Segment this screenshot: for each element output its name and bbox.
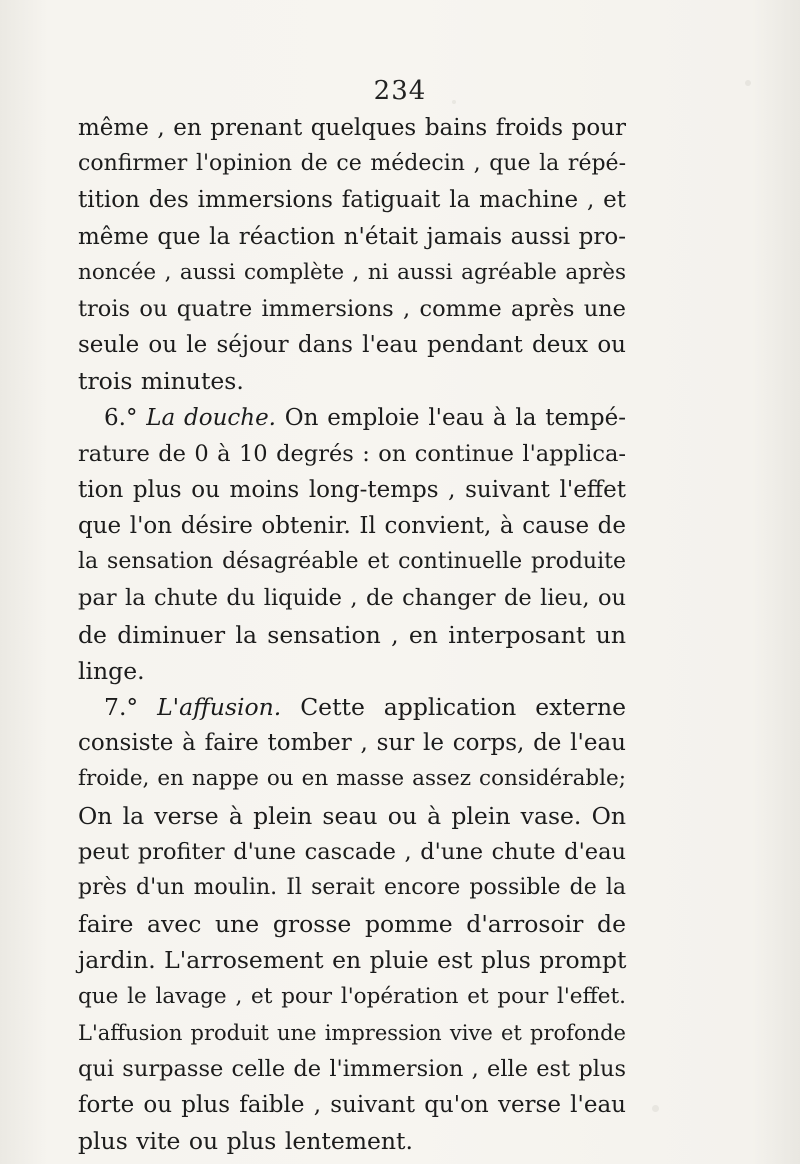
paper-speck: [652, 1105, 659, 1112]
text-line: la sensation désagréable et continuelle produite: [78, 549, 626, 575]
text-line: faire avec une grosse pomme d'arrosoir de: [78, 910, 626, 939]
text-line: de diminuer la sensation , en interposant un: [78, 620, 626, 649]
text-line: même que la réaction n'était jamais aussi pro-: [78, 223, 626, 250]
text-line: jardin. L'arrosement en pluie est plus prompt: [78, 946, 627, 975]
section-title: L'affusion.: [157, 693, 282, 721]
text-line: trois minutes.: [78, 367, 244, 396]
text-line: près d'un moulin. Il serait encore possible de la: [78, 874, 626, 900]
section-number: 7.°: [104, 693, 139, 721]
text-line: consiste à faire tomber , sur le corps, de l'eau: [78, 730, 626, 757]
page-number: 234: [373, 76, 427, 106]
text-line: par la chute du liquide , de changer de lieu, ou: [78, 585, 626, 612]
text-line: linge.: [78, 656, 145, 685]
text-line: rature de 0 à 10 degrés : on continue l'applica-: [78, 440, 626, 467]
text-line: tition des immersions fatiguait la machine , et: [78, 187, 626, 214]
text-line: L'affusion produit une impression vive et profonde: [78, 1020, 626, 1045]
text-line: On la verse à plein seau ou à plein vase. On: [78, 801, 626, 830]
text-line: qui surpasse celle de l'immersion , elle est plus: [78, 1055, 626, 1082]
text-line: noncée , aussi complète , ni aussi agréable après: [78, 259, 626, 285]
text-line: même , en prenant quelques bains froids pour: [78, 115, 626, 141]
text-line: trois ou quatre immersions , comme après une: [78, 295, 626, 322]
section-heading-line: 6.° La douche. On emploie l'eau à la tempé-: [104, 404, 627, 431]
text-line: froide, en nappe ou en masse assez considérable;: [78, 766, 626, 792]
section-number: 6.°: [104, 404, 138, 431]
body-text: [78, 110, 626, 1159]
section-title: La douche.: [146, 404, 276, 431]
text-line: que le lavage , et pour l'opération et pour l'effet.: [78, 983, 626, 1009]
text-line: confirmer l'opinion de ce médecin , que la répé-: [78, 151, 626, 177]
text-line: forte ou plus faible , suivant qu'on verse l'eau: [78, 1092, 626, 1119]
text-line: plus vite ou plus lentement.: [78, 1127, 413, 1156]
text-line: peut profiter d'une cascade , d'une chute d'eau: [78, 838, 626, 865]
text-line: seule ou le séjour dans l'eau pendant deux ou: [78, 332, 626, 359]
text-line: tion plus ou moins long-temps , suivant l'effet: [78, 476, 626, 503]
section-heading-line: 7.° L'affusion. Cette application externe: [104, 693, 626, 721]
text-line: que l'on désire obtenir. Il convient, à cause de: [78, 513, 626, 540]
